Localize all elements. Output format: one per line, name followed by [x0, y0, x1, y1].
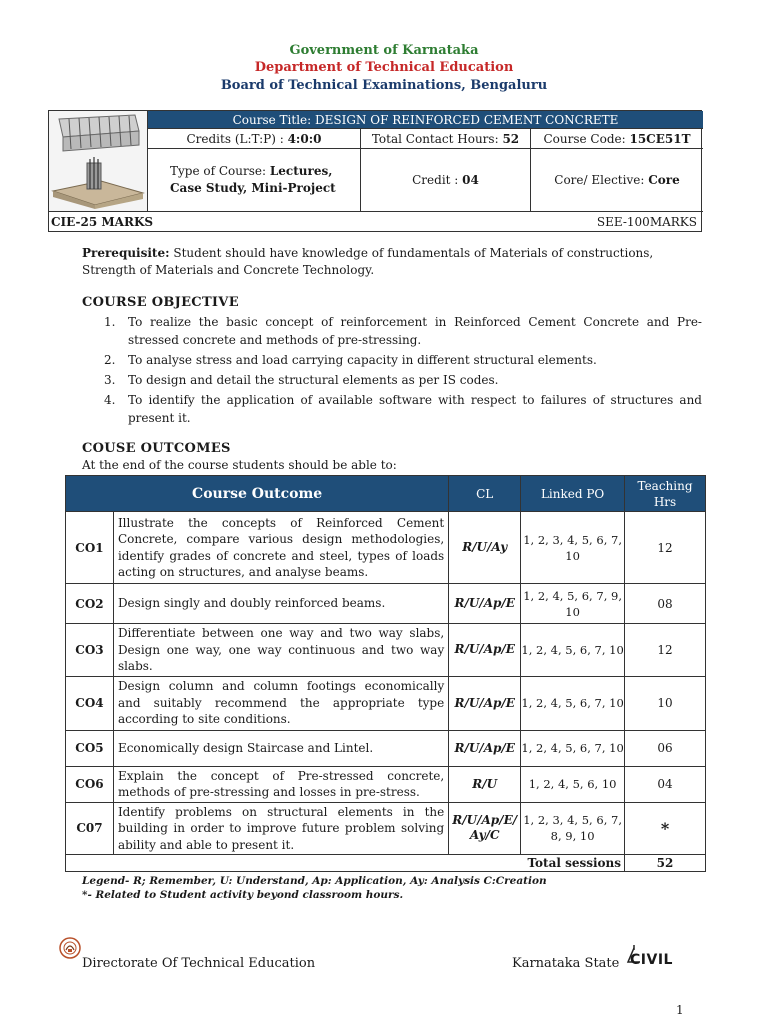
course-outcomes-table — [65, 475, 706, 872]
cie-marks: CIE-25 MARKS — [51, 215, 154, 229]
course-title-value: DESIGN OF REINFORCED CEMENT CONCRETE — [315, 112, 619, 127]
total-row — [66, 855, 706, 872]
marks-row — [49, 211, 703, 233]
karnataka-emblem-icon — [58, 936, 82, 960]
course-illustration — [49, 111, 147, 211]
civil-logo: CIVIL — [624, 946, 667, 962]
credits-cell: Credits (L:T:P) : 4:0:0 — [147, 128, 360, 148]
course-title-band — [147, 111, 703, 128]
objective-list — [104, 313, 702, 429]
course-code-cell: Course Code: 15CE51T — [530, 128, 703, 148]
header-government: Government of Karnataka — [289, 43, 479, 58]
legend-line: Legend- R; Remember, U: Understand, Ap: Application, Ay: Analysis C:Creation — [82, 875, 547, 887]
type-of-course-cell: Type of Course: Lectures, Case Study, Mini-Project — [147, 148, 360, 211]
see-marks: SEE-100MARKS — [596, 215, 697, 229]
page-number: 1 — [676, 1003, 684, 1017]
outcomes-heading: COUSE OUTCOMES — [82, 441, 231, 456]
header-board: Board of Technical Examinations, Bengaluru — [220, 78, 548, 93]
contact-hours-cell: Total Contact Hours: 52 — [360, 128, 530, 148]
objective-item: 3. To design and detail the structural elements as per IS codes. — [104, 373, 499, 387]
col-course-outcome: Course Outcome — [66, 476, 449, 512]
footer-directorate: Directorate Of Technical Education — [82, 956, 316, 971]
core-elective-cell: Core/ Elective: Core — [530, 148, 703, 211]
objective-item: 4. To identify the application of available software with respect to failures of structures and present it. — [104, 393, 702, 425]
table-row: CO3 Differentiate between one way and two way slabs, Design one way, one way continuous and two way slabs. R/U/Ap/E 1, 2, 4, 5, 6, 7, 10 12 — [66, 624, 706, 677]
prerequisite-label: Prerequisite: — [82, 246, 170, 260]
header-department: Department of Technical Education — [254, 60, 514, 75]
objective-heading: COURSE OBJECTIVE — [82, 295, 239, 310]
total-sessions-label: Total sessions — [521, 855, 625, 872]
table-row: CO5 Economically design Staircase and Lintel. R/U/Ap/E 1, 2, 4, 5, 6, 7, 10 06 — [66, 730, 706, 766]
col-teaching-hrs: Teaching Hrs — [625, 476, 706, 512]
table-row: C07 Identify problems on structural elements in the building in order to improve future problem solving ability and able to present it. R/U/Ap/E/ Ay/C 1, 2, 3, 4, 5, 6, 7, 8, 9, 10 * — [66, 802, 706, 855]
footer-state: Karnataka State — [512, 956, 620, 971]
objective-item: 1. To realize the basic concept of reinforcement in Reinforced Cement Concrete and Pre-stressed concrete and methods of pre-stressing. — [104, 315, 702, 347]
table-row: CO4 Design column and column footings economically and suitably recommend the appropriate type according to site conditions. R/U/Ap/E 1, 2, 4, 5, 6, 7, 10 10 — [66, 676, 706, 730]
table-header-row — [66, 476, 706, 512]
total-sessions-value: 52 — [625, 855, 706, 872]
table-row: CO1 Illustrate the concepts of Reinforced Cement Concrete, compare various design methodologies, identify grades of concrete and steel, types of loads acting on structures, and analyse beams. R/U/Ay 1, 2, 3, 4, 5, 6, 7, 10 12 — [66, 512, 706, 584]
course-title-label: Course Title: — [232, 112, 312, 127]
table-row: CO2 Design singly and doubly reinforced beams. R/U/Ap/E 1, 2, 4, 5, 6, 7, 9, 10 08 — [66, 584, 706, 624]
col-cl: CL — [449, 476, 521, 512]
outcomes-intro: At the end of the course students should be able to: — [82, 458, 397, 472]
col-linked-po: Linked PO — [521, 476, 625, 512]
course-info-table — [48, 110, 702, 232]
legend-note: *- Related to Student activity beyond classroom hours. — [82, 889, 404, 901]
table-row: CO6 Explain the concept of Pre-stressed concrete, methods of pre-stressing and losses in pre-stress. R/U 1, 2, 4, 5, 6, 10 04 — [66, 766, 706, 802]
prerequisite — [82, 245, 702, 279]
prerequisite-text: Student should have knowledge of fundamentals of Materials of constructions, Strength of Materials and Concrete Technology. — [82, 246, 654, 277]
credit-cell: Credit : 04 — [360, 148, 530, 211]
objective-item: 2. To analyse stress and load carrying capacity in different structural elements. — [104, 353, 597, 367]
